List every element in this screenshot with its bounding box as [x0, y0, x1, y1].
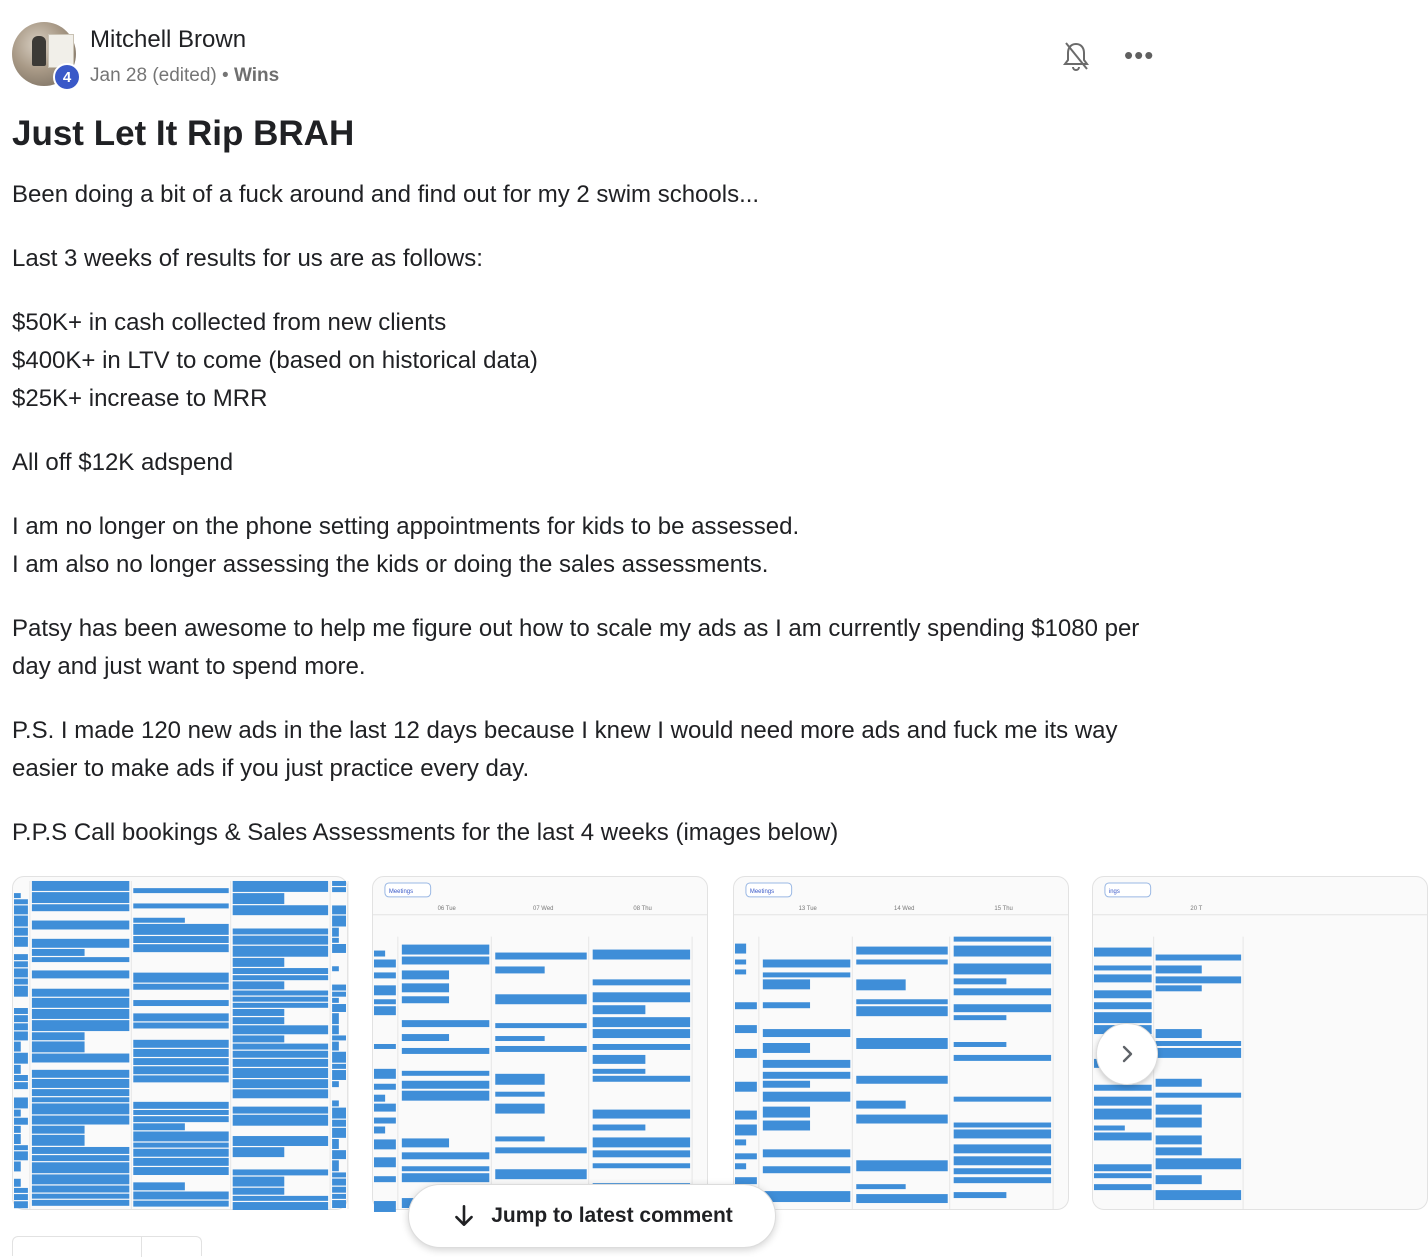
- image-gallery: [0, 876, 1203, 1211]
- svg-text:Meetings: Meetings: [388, 888, 414, 895]
- svg-text:15 Thu: 15 Thu: [994, 905, 1013, 912]
- svg-text:20 T: 20 T: [1190, 905, 1203, 912]
- line: Patsy has been awesome to help me figure out how to scale my ads as I am currently spending $1080 per day and just want to spend more.: [12, 615, 1140, 680]
- line: I am no longer on the phone setting appointments for kids to be assessed.: [12, 513, 800, 540]
- gallery-next-button[interactable]: [1096, 1023, 1158, 1085]
- more-horizontal-icon[interactable]: •••: [1124, 40, 1155, 70]
- svg-text:Meetings: Meetings: [749, 888, 775, 895]
- calendar-grid: [734, 877, 1068, 1209]
- paragraph: [12, 444, 1182, 482]
- line: $50K+ in cash collected from new clients: [12, 309, 447, 336]
- bell-off-icon[interactable]: [1062, 40, 1090, 72]
- calendar-screenshot-1[interactable]: [12, 876, 348, 1210]
- line: P.P.S Call bookings & Sales Assessments for the last 4 weeks (images below): [12, 819, 839, 846]
- line: P.S. I made 120 new ads in the last 12 days because I knew I would need more ads and fuck me its way easier to make ads if you just practice every day.: [12, 717, 1118, 782]
- level-badge: 4: [53, 63, 81, 91]
- line: $25K+ increase to MRR: [12, 385, 268, 412]
- line: $400K+ in LTV to come (based on historical data): [12, 347, 538, 374]
- meta-separator: •: [222, 65, 229, 86]
- line: I am also no longer assessing the kids or doing the sales assessments.: [12, 551, 769, 578]
- calendar-screenshot-2[interactable]: [372, 876, 708, 1210]
- line: All off $12K adspend: [12, 449, 234, 476]
- comment-tabs[interactable]: [12, 1236, 202, 1256]
- paragraph: [12, 712, 1182, 788]
- svg-text:07 Wed: 07 Wed: [533, 905, 554, 912]
- post-date: Jan 28 (edited): [90, 65, 217, 86]
- post-body: [12, 176, 1182, 878]
- author-name[interactable]: Mitchell Brown: [90, 26, 247, 53]
- arrow-down-icon: [451, 1203, 477, 1229]
- svg-text:ings: ings: [1108, 888, 1120, 895]
- paragraph: [12, 176, 1182, 214]
- line: Last 3 weeks of results for us are as follows:: [12, 245, 483, 272]
- post-title: Just Let It Rip BRAH: [12, 114, 355, 153]
- post-category[interactable]: Wins: [233, 65, 280, 86]
- jump-button-label: Jump to latest comment: [491, 1204, 733, 1227]
- post-header: [12, 20, 1188, 92]
- line: Been doing a bit of a fuck around and find out for my 2 swim schools...: [12, 181, 760, 208]
- calendar-screenshot-3[interactable]: [733, 876, 1069, 1210]
- paragraph: [12, 508, 1182, 584]
- paragraph: [12, 610, 1182, 686]
- calendar-grid: [373, 877, 707, 1209]
- paragraph: [12, 814, 1182, 852]
- calendar-grid: [13, 877, 347, 1209]
- svg-text:08 Thu: 08 Thu: [633, 905, 652, 912]
- chevron-right-icon: [1115, 1042, 1139, 1066]
- jump-to-latest-comment-button[interactable]: [408, 1184, 776, 1248]
- paragraph: [12, 240, 1182, 278]
- svg-text:14 Wed: 14 Wed: [894, 905, 915, 912]
- svg-text:06 Tue: 06 Tue: [437, 905, 456, 912]
- svg-text:13 Tue: 13 Tue: [798, 905, 817, 912]
- paragraph: [12, 304, 1182, 418]
- post-meta: [90, 65, 279, 87]
